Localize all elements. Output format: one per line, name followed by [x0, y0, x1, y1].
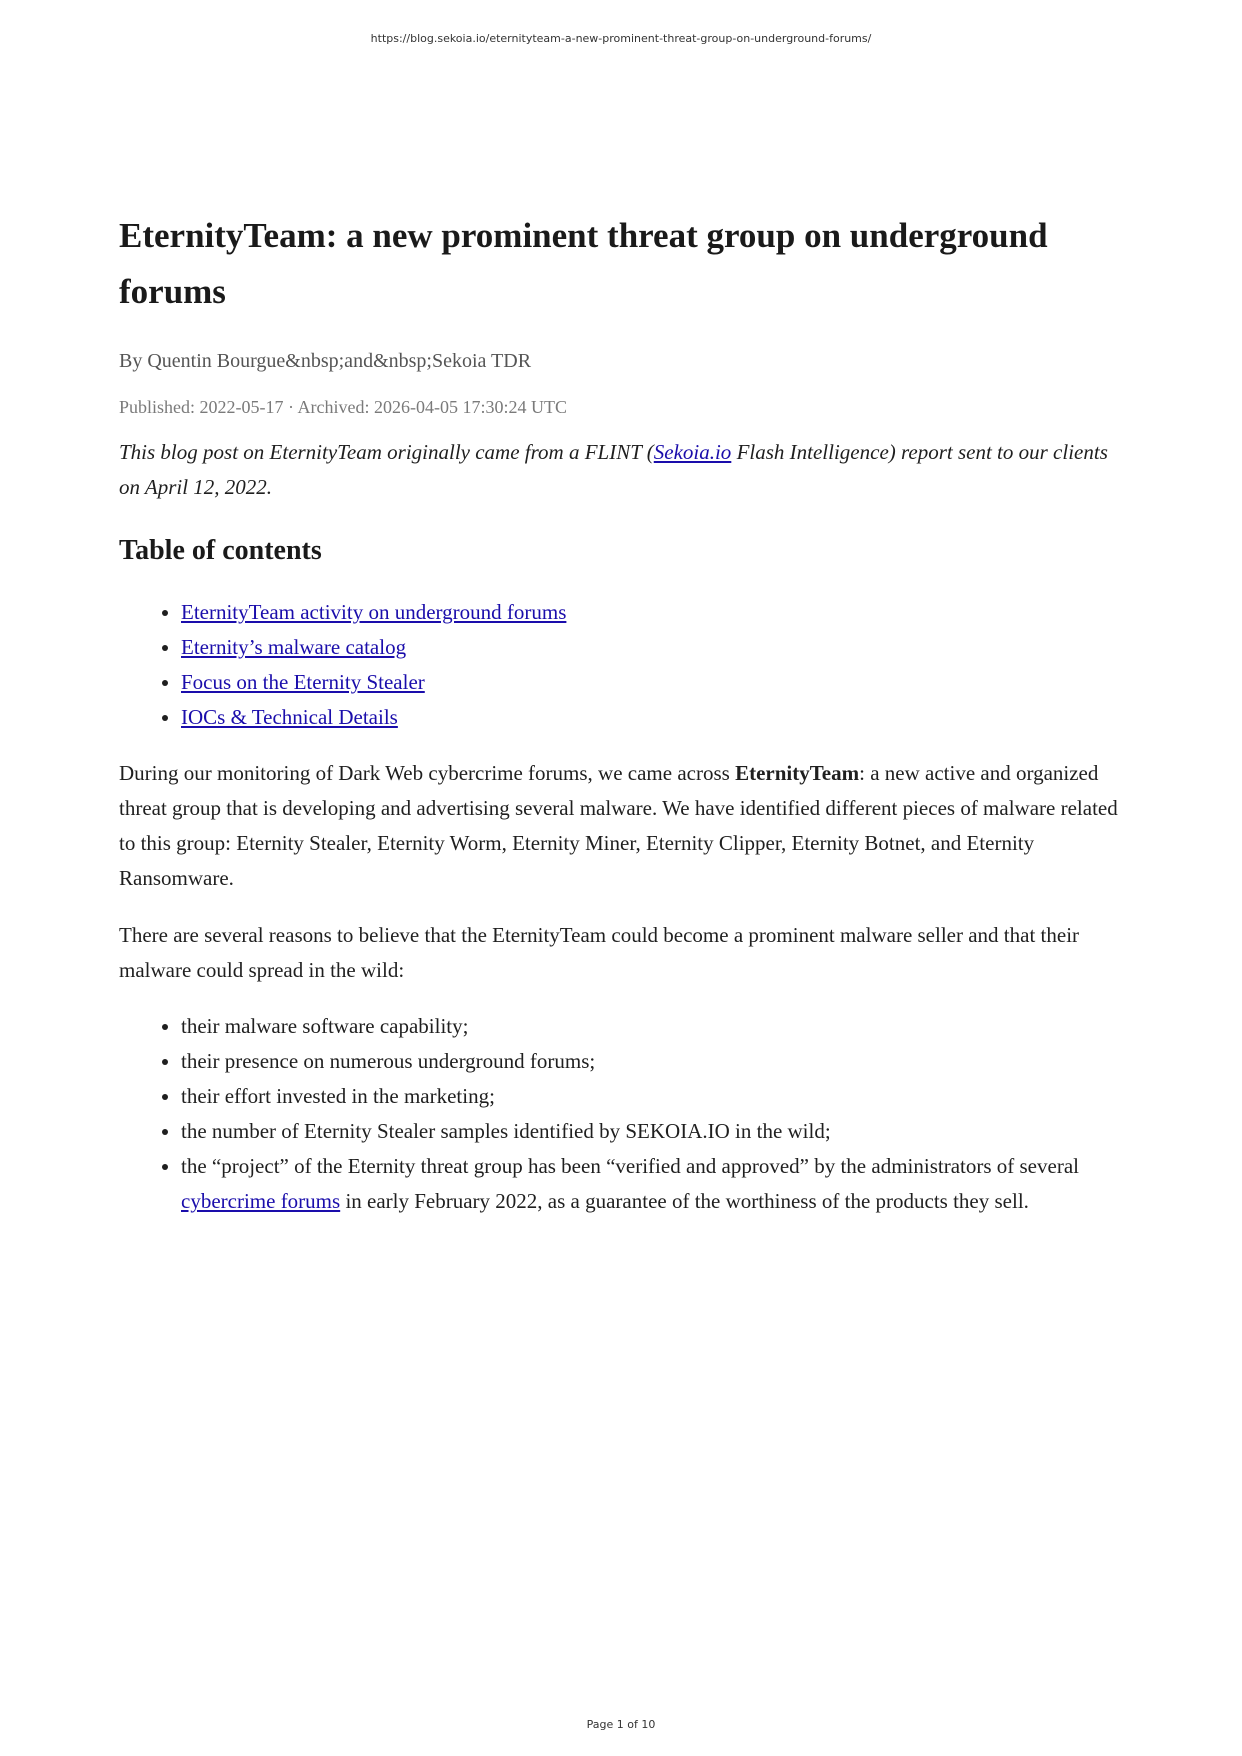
reason-item: • their effort invested in the marketing; — [181, 1079, 1129, 1114]
toc-link-stealer[interactable]: Focus on the Eternity Stealer — [181, 670, 425, 694]
article-byline: By Quentin Bourgue&nbsp;and&nbsp;Sekoia TDR — [119, 350, 532, 372]
toc-link-activity[interactable]: EternityTeam activity on underground forums — [181, 600, 567, 624]
toc-heading: Table of contents — [119, 535, 322, 566]
paragraph1-bold: EternityTeam — [735, 761, 860, 785]
toc-item — [181, 630, 1129, 665]
toc-item — [181, 595, 1129, 630]
article-meta: Published: 2022-05-17 · Archived: 2026-04-05 17:30:24 UTC — [119, 397, 567, 417]
toc-list — [119, 595, 1129, 735]
page-url: https://blog.sekoia.io/eternityteam-a-new-prominent-threat-group-on-underground-forums/ — [370, 32, 872, 45]
reason-last-before: the “project” of the Eternity threat group has been “verified and approved” by the administrators of several — [181, 1154, 1079, 1178]
reason-last-after: in early February 2022, as a guarantee of the worthiness of the products they sell. — [340, 1189, 1029, 1213]
intro-paragraph — [119, 435, 1129, 505]
reason-item: • their presence on numerous underground forums; — [181, 1044, 1129, 1079]
toc-item — [181, 665, 1129, 700]
toc-link-catalog[interactable]: Eternity’s malware catalog — [181, 635, 407, 659]
reason-item-last — [181, 1149, 1129, 1219]
intro-text-before: This blog post on EternityTeam originally came from a FLINT ( — [119, 440, 654, 464]
paragraph1-before: During our monitoring of Dark Web cybercrime forums, we came across — [119, 761, 736, 785]
cybercrime-forums-link[interactable]: cybercrime forums — [181, 1189, 341, 1213]
toc-link-iocs[interactable]: IOCs & Technical Details — [181, 705, 398, 729]
paragraph1-after: : a new active and organized threat group that is developing and advertising several malware. We have identified different pieces of malware related to this group: Eternity Stealer, Eternity Worm, Eternity Miner, Eternity Clipper, Eternity Botnet, and Eternity Ransomware. — [119, 761, 1118, 890]
article-title: EternityTeam: a new prominent threat group on underground forums — [119, 216, 1048, 311]
intro-text-after: Flash Intelligence) report sent to our clients on April 12, 2022. — [119, 440, 1108, 499]
reason-item: • the number of Eternity Stealer samples identified by SEKOIA.IO in the wild; — [181, 1114, 1129, 1149]
reasons-list — [119, 1009, 1129, 1219]
article — [119, 208, 1129, 1219]
toc-item — [181, 700, 1129, 735]
page-number: Page 1 of 10 — [586, 1718, 656, 1731]
body-paragraph-2: There are several reasons to believe that the EternityTeam could become a prominent malware seller and that their malware could spread in the wild: — [119, 923, 1080, 982]
body-paragraph-1 — [119, 756, 1129, 896]
reason-item: • their malware software capability; — [181, 1009, 1129, 1044]
sekoia-link[interactable]: Sekoia.io — [653, 440, 732, 464]
